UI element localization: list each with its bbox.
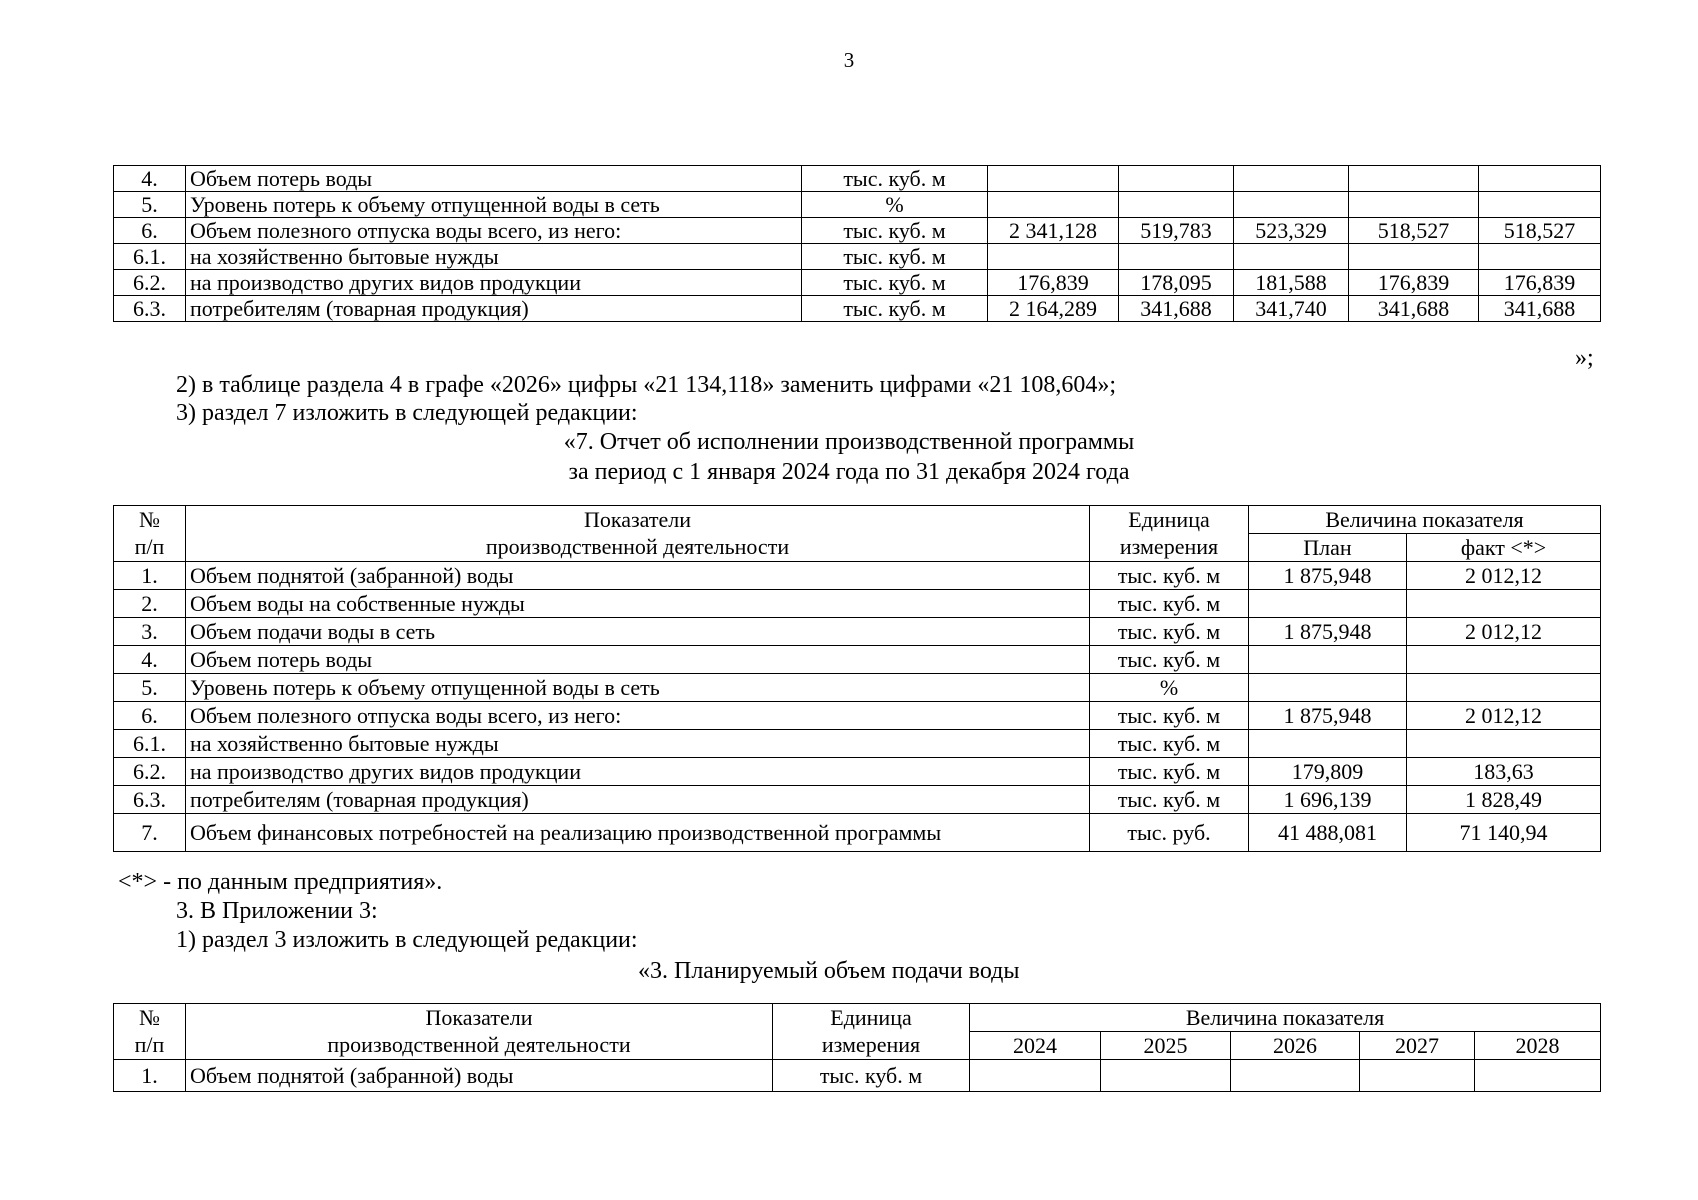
table-row xyxy=(114,244,1601,270)
row-number: 6.3. xyxy=(114,786,186,814)
indicator-name: Объем подачи воды в сеть xyxy=(186,618,1090,646)
value-cell xyxy=(1349,166,1479,192)
header-fact: факт <*> xyxy=(1407,534,1601,562)
table-row xyxy=(114,1060,1601,1092)
table-row xyxy=(114,786,1601,814)
unit: тыс. куб. м xyxy=(1090,562,1249,590)
header-unit-2: измерения xyxy=(1090,534,1249,562)
value-cell: 518,527 xyxy=(1479,218,1601,244)
paragraph-section3: 1) раздел 3 изложить в следующей редакции: xyxy=(176,927,638,953)
value-cell xyxy=(1349,192,1479,218)
page-number: 3 xyxy=(843,48,855,72)
indicator-name: Уровень потерь к объему отпущенной воды в сеть xyxy=(186,674,1090,702)
row-number: 1. xyxy=(114,562,186,590)
header-name-2: производственной деятельности xyxy=(186,534,1090,562)
header-name xyxy=(186,506,1090,534)
table-section4-continued xyxy=(113,165,1601,322)
value-cell xyxy=(1234,166,1349,192)
paragraph-appendix3: 3. В Приложении 3: xyxy=(176,898,378,924)
fact-value xyxy=(1407,646,1601,674)
t3-header-unit: Единица xyxy=(773,1004,970,1032)
value-cell xyxy=(1119,244,1234,270)
value-cell xyxy=(988,192,1119,218)
plan-value xyxy=(1249,590,1407,618)
year-header: 2028 xyxy=(1475,1032,1601,1060)
table-row xyxy=(114,296,1601,322)
unit: % xyxy=(802,192,988,218)
row-number: 5. xyxy=(114,674,186,702)
fact-value xyxy=(1407,730,1601,758)
header-plan: План xyxy=(1249,534,1407,562)
fact-value: 183,63 xyxy=(1407,758,1601,786)
footnote: <*> - по данным предприятия». xyxy=(118,869,443,895)
year-header: 2025 xyxy=(1101,1032,1231,1060)
table-row xyxy=(114,618,1601,646)
value-cell: 523,329 xyxy=(1234,218,1349,244)
value-cell xyxy=(1119,192,1234,218)
t3-header-num-2: п/п xyxy=(114,1032,186,1060)
unit: тыс. куб. м xyxy=(1090,590,1249,618)
row-number: 1. xyxy=(114,1060,186,1092)
row-number: 6.2. xyxy=(114,758,186,786)
header-num-line1: № xyxy=(139,506,160,532)
table-row xyxy=(114,758,1601,786)
fact-value: 2 012,12 xyxy=(1407,562,1601,590)
table-row xyxy=(114,166,1601,192)
value-cell: 341,688 xyxy=(1349,296,1479,322)
row-number: 4. xyxy=(114,646,186,674)
indicator-name: Объем воды на собственные нужды xyxy=(186,590,1090,618)
table-row xyxy=(114,730,1601,758)
table-row xyxy=(114,702,1601,730)
unit: тыс. куб. м xyxy=(1090,786,1249,814)
unit: тыс. куб. м xyxy=(802,270,988,296)
header-num-2: п/п xyxy=(114,534,186,562)
indicator-name: на хозяйственно бытовые нужды xyxy=(186,730,1090,758)
plan-value: 179,809 xyxy=(1249,758,1407,786)
indicator-name: потребителям (товарная продукция) xyxy=(186,786,1090,814)
indicator-name: Объем финансовых потребностей на реализацию производственной программы xyxy=(186,814,1090,852)
t3-header-name-2: производственной деятельности xyxy=(186,1032,773,1060)
unit: тыс. руб. xyxy=(1090,814,1249,852)
value-cell xyxy=(1234,244,1349,270)
indicator-name: Объем поднятой (забранной) воды xyxy=(186,1060,773,1092)
header-unit xyxy=(1090,506,1249,534)
closing-quote: »; xyxy=(1575,345,1594,371)
table-row xyxy=(114,646,1601,674)
year-header: 2024 xyxy=(970,1032,1101,1060)
row-number: 6.1. xyxy=(114,730,186,758)
fact-value xyxy=(1407,590,1601,618)
unit: тыс. куб. м xyxy=(802,166,988,192)
table-row xyxy=(114,270,1601,296)
table-row xyxy=(114,562,1601,590)
unit: % xyxy=(1090,674,1249,702)
indicator-name: на хозяйственно бытовые нужды xyxy=(186,244,802,270)
table-row xyxy=(114,192,1601,218)
value-cell xyxy=(1360,1060,1475,1092)
value-cell: 2 341,128 xyxy=(988,218,1119,244)
section3-title: «3. Планируемый объем подачи воды xyxy=(638,958,1020,984)
row-number: 6.3. xyxy=(114,296,186,322)
value-cell: 181,588 xyxy=(1234,270,1349,296)
unit: тыс. куб. м xyxy=(1090,758,1249,786)
row-number: 5. xyxy=(114,192,186,218)
plan-value: 1 696,139 xyxy=(1249,786,1407,814)
row-number: 4. xyxy=(114,166,186,192)
value-cell xyxy=(1479,192,1601,218)
row-number: 7. xyxy=(114,814,186,852)
row-number: 6.2. xyxy=(114,270,186,296)
indicator-name: Объем полезного отпуска воды всего, из него: xyxy=(186,218,802,244)
value-cell xyxy=(1349,244,1479,270)
section7-title-line2: за период с 1 января 2024 года по 31 декабря 2024 года xyxy=(568,459,1130,485)
fact-value: 2 012,12 xyxy=(1407,618,1601,646)
table-section7-report xyxy=(113,505,1601,852)
indicator-name: Объем потерь воды xyxy=(186,646,1090,674)
value-cell xyxy=(1475,1060,1601,1092)
value-cell xyxy=(1119,166,1234,192)
unit: тыс. куб. м xyxy=(802,244,988,270)
table-row xyxy=(114,590,1601,618)
value-cell: 519,783 xyxy=(1119,218,1234,244)
indicator-name: Объем поднятой (забранной) воды xyxy=(186,562,1090,590)
unit: тыс. куб. м xyxy=(773,1060,970,1092)
value-cell: 176,839 xyxy=(1349,270,1479,296)
unit: тыс. куб. м xyxy=(802,218,988,244)
fact-value: 2 012,12 xyxy=(1407,702,1601,730)
value-cell xyxy=(970,1060,1101,1092)
value-cell xyxy=(1231,1060,1360,1092)
value-cell xyxy=(1479,166,1601,192)
year-header: 2027 xyxy=(1360,1032,1475,1060)
row-number: 6.1. xyxy=(114,244,186,270)
t3-header-name: Показатели xyxy=(186,1004,773,1032)
value-cell xyxy=(988,166,1119,192)
indicator-name: Объем потерь воды xyxy=(186,166,802,192)
t3-header-value: Величина показателя xyxy=(970,1004,1601,1032)
table-row xyxy=(114,674,1601,702)
table-row xyxy=(114,218,1601,244)
header-value: Величина показателя xyxy=(1249,506,1601,534)
value-cell: 341,688 xyxy=(1479,296,1601,322)
fact-value xyxy=(1407,674,1601,702)
value-cell: 341,688 xyxy=(1119,296,1234,322)
unit: тыс. куб. м xyxy=(1090,702,1249,730)
fact-value: 71 140,94 xyxy=(1407,814,1601,852)
unit: тыс. куб. м xyxy=(802,296,988,322)
header-unit-line1: Единица xyxy=(1128,506,1210,532)
row-number: 3. xyxy=(114,618,186,646)
header-name-line1: Показатели xyxy=(583,506,692,532)
unit: тыс. куб. м xyxy=(1090,646,1249,674)
value-cell xyxy=(1234,192,1349,218)
row-number: 2. xyxy=(114,590,186,618)
value-cell xyxy=(988,244,1119,270)
value-cell: 2 164,289 xyxy=(988,296,1119,322)
section7-title-line1: «7. Отчет об исполнении производственной программы xyxy=(563,429,1135,455)
value-cell: 176,839 xyxy=(988,270,1119,296)
plan-value: 41 488,081 xyxy=(1249,814,1407,852)
value-cell: 176,839 xyxy=(1479,270,1601,296)
indicator-name: на производство других видов продукции xyxy=(186,270,802,296)
value-cell: 178,095 xyxy=(1119,270,1234,296)
t3-header-unit-2: измерения xyxy=(773,1032,970,1060)
indicator-name: Уровень потерь к объему отпущенной воды в сеть xyxy=(186,192,802,218)
plan-value xyxy=(1249,730,1407,758)
row-number: 6. xyxy=(114,702,186,730)
plan-value xyxy=(1249,674,1407,702)
value-cell xyxy=(1101,1060,1231,1092)
fact-value: 1 828,49 xyxy=(1407,786,1601,814)
unit: тыс. куб. м xyxy=(1090,618,1249,646)
unit: тыс. куб. м xyxy=(1090,730,1249,758)
row-number: 6. xyxy=(114,218,186,244)
value-cell xyxy=(1479,244,1601,270)
plan-value xyxy=(1249,646,1407,674)
indicator-name: на производство других видов продукции xyxy=(186,758,1090,786)
table-section3-planned xyxy=(113,1003,1601,1092)
value-cell: 341,740 xyxy=(1234,296,1349,322)
paragraph-2: 2) в таблице раздела 4 в графе «2026» цифры «21 134,118» заменить цифрами «21 108,604»; xyxy=(176,372,1117,398)
value-cell: 518,527 xyxy=(1349,218,1479,244)
plan-value: 1 875,948 xyxy=(1249,562,1407,590)
plan-value: 1 875,948 xyxy=(1249,702,1407,730)
t3-header-num: № xyxy=(114,1004,186,1032)
table-row xyxy=(114,814,1601,852)
plan-value: 1 875,948 xyxy=(1249,618,1407,646)
header-num xyxy=(114,506,186,534)
indicator-name: Объем полезного отпуска воды всего, из него: xyxy=(186,702,1090,730)
indicator-name: потребителям (товарная продукция) xyxy=(186,296,802,322)
paragraph-3: 3) раздел 7 изложить в следующей редакции: xyxy=(176,400,638,426)
year-header: 2026 xyxy=(1231,1032,1360,1060)
